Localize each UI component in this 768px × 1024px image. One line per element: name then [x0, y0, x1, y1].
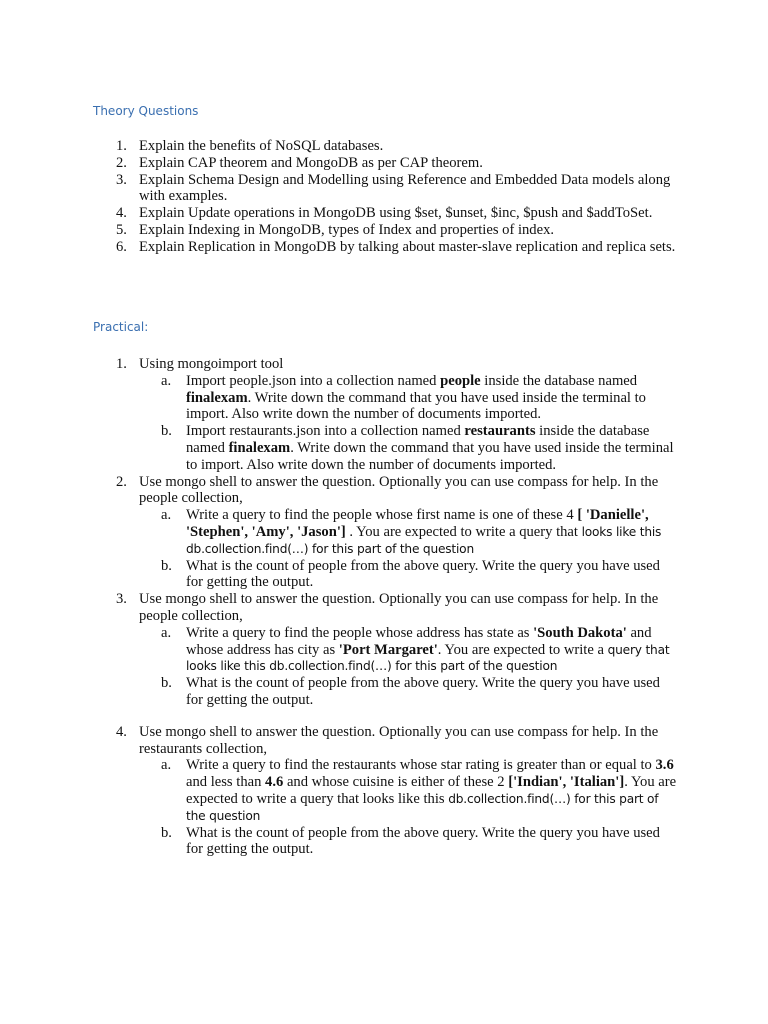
- practical-question-4: 4. Use mongo shell to answer the question. Optionally you can use compass for help. In the restaurants collection,: [116, 723, 659, 757]
- practical-heading: Practical:: [93, 320, 149, 334]
- theory-item: 5. Explain Indexing in MongoDB, types of Index and properties of index.: [116, 221, 555, 238]
- practical-question-3: 3. Use mongo shell to answer the question. Optionally you can use compass for help. In the people collection,: [116, 591, 659, 624]
- theory-item: 4. Explain Update operations in MongoDB using $set, $unset, $inc, $push and $addToSet.: [116, 205, 653, 222]
- theory-item: 1. Explain the benefits of NoSQL databases.: [116, 138, 384, 154]
- practical-question-2: 2. Use mongo shell to answer the question. Optionally you can use compass for help. In the people collection,: [116, 473, 659, 507]
- sub-question-2a: a. Write a query to find the people whose first name is one of these 4 [ 'Danielle', 'Stephen', 'Amy', 'Jason'] . You are expected to write a query that looks like this db.collection.find(…) for this part of the question: [161, 507, 662, 556]
- sub-question-4b: b. What is the count of people from the above query. Write the query you have used for getting the output.: [161, 824, 660, 858]
- theory-item: 2. Explain CAP theorem and MongoDB as per CAP theorem.: [116, 154, 483, 171]
- practical-list: [0, 356, 768, 858]
- theory-list: [0, 138, 679, 256]
- theory-item: 6. Explain Replication in MongoDB by talking about master-slave replication and replica sets.: [116, 238, 676, 255]
- spacer: [0, 709, 768, 724]
- practical-question-1: 1. Using mongoimport tool: [116, 356, 284, 372]
- theory-item: 3. Explain Schema Design and Modelling using Reference and Embedded Data models along with examples.: [116, 171, 671, 205]
- sub-question-1b: b. Import restaurants.json into a collection named restaurants inside the database named finalexam. Write down the command that you have used inside the terminal to import. Also write down the number of documents imported.: [161, 423, 674, 473]
- sub-question-1a: a. Import people.json into a collection named people inside the database named finalexam. Write down the command that you have used inside the terminal to import. Also write down the number of documents imported.: [161, 372, 646, 423]
- sub-question-3b: b. What is the count of people from the above query. Write the query you have used for getting the output.: [161, 675, 660, 708]
- sub-question-4a: a. Write a query to find the restaurants whose star rating is greater than or equal to 3.6 and less than 4.6 and whose cuisine is either of these 2 ['Indian', 'Italian']. You are expected to write a query that looks like this db.collection.find(…) for this part of the question: [161, 757, 677, 823]
- sub-question-3a: a. Write a query to find the people whose address has state as 'South Dakota' and whose address has city as 'Port Margaret'. You are expected to write a query that looks like this db.collection.find(…) for this part of the question: [161, 624, 670, 674]
- sub-question-2b: b. What is the count of people from the above query. Write the query you have used for getting the output.: [161, 557, 660, 591]
- theory-heading: Theory Questions: [93, 104, 199, 118]
